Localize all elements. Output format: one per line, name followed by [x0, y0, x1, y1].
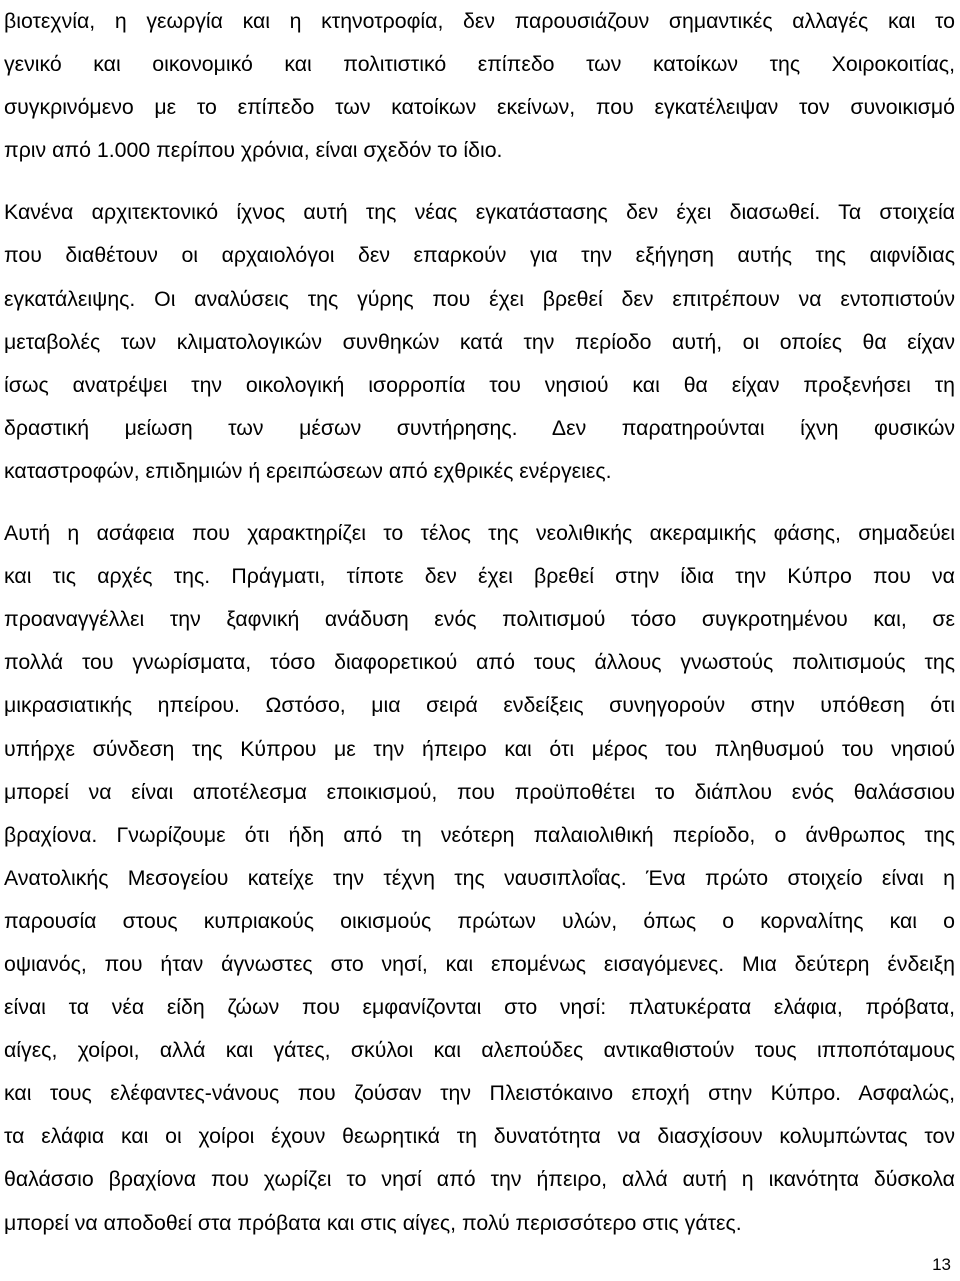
text-line: μεταβολές των κλιματολογικών συνθηκών κατά την περίοδο αυτή, οι οποίες θα είχαν [4, 329, 955, 354]
text-line: προαναγγέλλει την ξαφνική ανάδυση ενός πολιτισμού τόσο συγκροτημένου και, σε [4, 607, 955, 632]
text-line: Αυτή η ασάφεια που χαρακτηρίζει το τέλος της νεολιθικής ακεραμικής φάσης, σημαδεύει [4, 521, 955, 546]
page-number: 13 [932, 1255, 951, 1274]
paragraph-1 [4, 0, 955, 172]
text-line: εγκατάλειψης. Οι αναλύσεις της γύρης που έχει βρεθεί δεν επιτρέπουν να εντοπιστούν [4, 286, 955, 311]
text-line: πολλά του γνωρίσματα, τόσο διαφορετικού από τους άλλους γνωστούς πολιτισμούς της [4, 650, 955, 675]
text-line: ίσως ανατρέψει την οικολογική ισορροπία του νησιού και θα είχαν προξενήσει τη [4, 372, 955, 397]
text-line: και τους ελέφαντες-νάνους που ζούσαν την Πλειστόκαινο εποχή στην Κύπρο. Ασφαλώς, [4, 1081, 955, 1106]
text-line: και τις αρχές της. Πράγματι, τίποτε δεν έχει βρεθεί στην ίδια την Κύπρο που να [4, 564, 955, 589]
text-line: Κανένα αρχιτεκτονικό ίχνος αυτή της νέας εγκατάστασης δεν έχει διασωθεί. Τα στοιχεία [4, 200, 955, 225]
text-line: τα ελάφια και οι χοίροι έχουν θεωρητικά τη δυνατότητα να διασχίσουν κολυμπώντας τον [4, 1124, 955, 1149]
text-line: καταστροφών, επιδημιών ή ερειπώσεων από εχθρικές ενέργειες. [4, 458, 612, 483]
text-line: αίγες, χοίροι, αλλά και γάτες, σκύλοι και αλεπούδες αντικαθιστούν τους ιπποπόταμους [4, 1038, 955, 1063]
paragraph-3 [4, 512, 955, 1245]
text-line: βραχίονα. Γνωρίζουμε ότι ήδη από τη νεότερη παλαιολιθική περίοδο, ο άνθρωπος της [4, 822, 955, 847]
text-line: βιοτεχνία, η γεωργία και η κτηνοτροφία, δεν παρουσιάζουν σημαντικές αλλαγές και το [4, 9, 955, 33]
text-line: που διαθέτουν οι αρχαιολόγοι δεν επαρκούν για την εξήγηση αυτής της αιφνίδιας [4, 243, 955, 268]
text-line: θαλάσσιο βραχίονα που χωρίζει το νησί από την ήπειρο, αλλά αυτή η ικανότητα δύσκολα [4, 1167, 955, 1192]
paragraph-spacer [4, 493, 955, 512]
text-line: υπήρχε σύνδεση της Κύπρου με την ήπειρο και ότι μέρος του πληθυσμού του νησιού [4, 736, 955, 761]
text-line: μπορεί να είναι αποτέλεσμα εποικισμού, που προϋποθέτει το διάπλου ενός θαλάσσιου [4, 779, 955, 804]
text-line: γενικό και οικονομικό και πολιτιστικό επίπεδο των κατοίκων της Χοιροκοιτίας, [4, 52, 955, 77]
text-line: είναι τα νέα είδη ζώων που εμφανίζονται στο νησί: πλατυκέρατα ελάφια, πρόβατα, [4, 995, 955, 1020]
text-line: παρουσία στους κυπριακούς οικισμούς πρώτων υλών, όπως ο κορναλίτης και ο [4, 908, 955, 933]
paragraph-2 [4, 191, 955, 493]
text-line: Ανατολικής Μεσογείου κατείχε την τέχνη της ναυσιπλοΐας. Ένα πρώτο στοιχείο είναι η [4, 865, 955, 890]
text-line: οψιανός, που ήταν άγνωστες στο νησί, και επομένως εισαγόμενες. Μια δεύτερη ένδειξη [4, 951, 955, 976]
text-line: μικρασιατικής ηπείρου. Ωστόσο, μια σειρά ενδείξεις συνηγορούν στην υπόθεση ότι [4, 693, 955, 718]
document-body [4, 0, 955, 1245]
text-line: πριν από 1.000 περίπου χρόνια, είναι σχεδόν το ίδιο. [4, 138, 503, 163]
text-line: δραστική μείωση των μέσων συντήρησης. Δεν παρατηρούνται ίχνη φυσικών [4, 415, 955, 440]
text-line: μπορεί να αποδοθεί στα πρόβατα και στις αίγες, πολύ περισσότερο στις γάτες. [4, 1210, 742, 1235]
paragraph-spacer [4, 172, 955, 191]
text-line: συγκρινόμενο με το επίπεδο των κατοίκων εκείνων, που εγκατέλειψαν τον συνοικισμό [4, 95, 955, 120]
